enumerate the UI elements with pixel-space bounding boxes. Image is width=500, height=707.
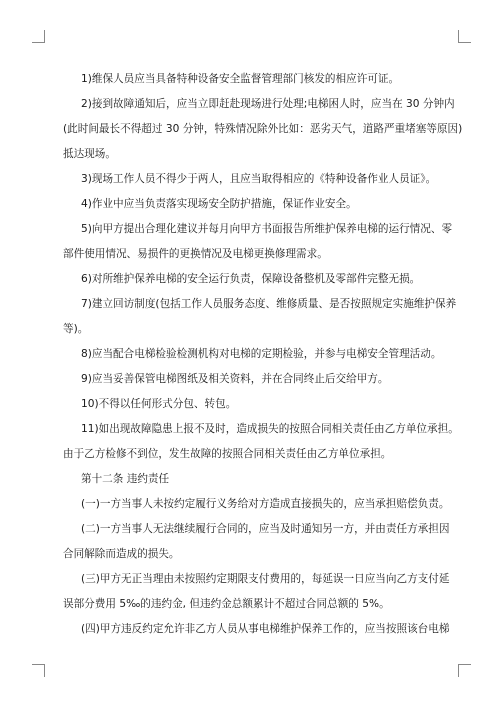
document-body xyxy=(63,67,463,642)
paragraph-line: 6)对所维护保养电梯的安全运行负责，保障设备整机及零部件完整无损。 xyxy=(81,273,421,285)
paragraph-line: 5)向甲方提出合理化建议并每月向甲方书面报告所维护保养电梯的运行情况、零 xyxy=(81,223,453,235)
crop-mark-top-right xyxy=(458,30,471,43)
paragraph-line: 9)应当妥善保管电梯图纸及相关资料，并在合同终止后交给甲方。 xyxy=(81,373,389,385)
paragraph-line: 11)如出现故障隐患上报不及时，造成损失的按照合同相关责任由乙方单位承担。 xyxy=(81,423,459,435)
paragraph-line: 4)作业中应当负责落实现场安全防护措施，保证作业安全。 xyxy=(81,198,357,210)
paragraph-line: 等)。 xyxy=(63,323,89,335)
paragraph-line: 10)不得以任何形式分包、转包。 xyxy=(81,398,237,410)
paragraph-line: 8)应当配合电梯检验检测机构对电梯的定期检验，并参与电梯安全管理活动。 xyxy=(81,348,442,360)
paragraph-line: (此时间最长不得超过 30 分钟，特殊情况除外比如：恶劣天气，道路严重堵塞等原因) xyxy=(63,123,463,135)
section-heading: 第十二条 违约责任 xyxy=(81,473,170,485)
paragraph-line: 抵达现场。 xyxy=(63,148,116,160)
paragraph-line: (三)甲方无正当理由未按照约定期限支付费用的，每延误一日应当向乙方支付延 xyxy=(81,573,450,585)
paragraph-line: (二)一方当事人无法继续履行合同的，应当及时通知另一方，并由责任方承担因 xyxy=(81,523,450,535)
paragraph-line: 部件使用情况、易损件的更换情况及电梯更换修理需求。 xyxy=(63,248,328,260)
paragraph-line: 7)建立回访制度(包括工作人员服务态度、维修质量、是否按照规定实施维护保养 xyxy=(81,298,457,310)
paragraph-line: 2)接到故障通知后，应当立即赶赴现场进行处理;电梯困人时，应当在 30 分钟内 xyxy=(81,98,455,110)
paragraph-line: 合同解除而造成的损失。 xyxy=(63,548,180,560)
crop-mark-top-left xyxy=(32,30,45,43)
paragraph-line: (四)甲方违反约定允许非乙方人员从事电梯维护保养工作的，应当按照该台电梯 xyxy=(81,623,450,635)
paragraph-line: 1)维保人员应当具备特种设备安全监督管理部门核发的相应许可证。 xyxy=(81,73,400,85)
crop-mark-bottom-left xyxy=(32,664,45,677)
paragraph-line: 误部分费用 5‰的违约金, 但违约金总额累计不超过合同总额的 5%。 xyxy=(63,598,390,610)
paragraph-line: 3)现场工作人员不得少于两人，且应当取得相应的《特种设备作业人员证》。 xyxy=(81,173,437,185)
paragraph-line: 由于乙方检修不到位，发生故障的按照合同相关责任由乙方单位承担。 xyxy=(63,448,392,460)
paragraph-line: (一)一方当事人未按约定履行义务给对方造成直接损失的，应当承担赔偿负责。 xyxy=(81,498,450,510)
crop-mark-bottom-right xyxy=(458,664,471,677)
